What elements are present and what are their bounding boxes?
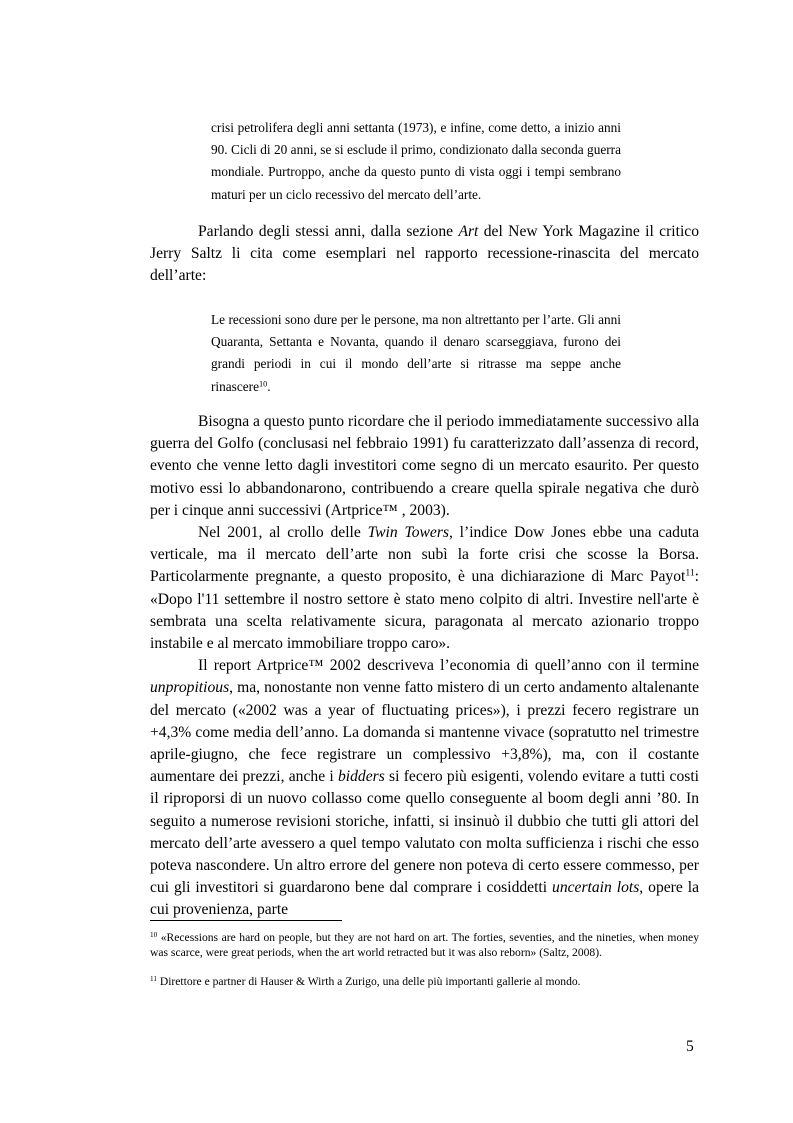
quote-end: . [267,378,271,394]
paragraph-saltz [150,221,699,288]
footnote-separator [150,920,342,921]
footnote-ref-11: 11 [685,568,695,580]
footnote-number: 11 [150,975,157,984]
footnote-10 [150,930,699,960]
text: del New York Magazine il critico Jerry Saltz li cita come esemplari nel rapporto recessione-rinascita del mercato dell’arte: [150,223,699,285]
emphasis-unpropitious: unpropitious [150,679,230,697]
text: : «Dopo l'11 settembre il nostro settore è stato meno colpito di altri. Investire nell'arte è sembrata una scelta relativamente sicura, paragonata al mercato azionario troppo instabile e al mercato immobiliare troppo caro». [150,568,699,653]
body-text [150,411,699,922]
footnote-text: «Recessions are hard on people, but they are not hard on art. The forties, seventies, and the nineties, when money was scarce, were great periods, when the art world retracted but it was also reborn» (Saltz, 2008). [150,931,699,959]
paragraph-2002 [150,655,699,921]
text: Nel 2001, al crollo delle [198,524,368,542]
text: , l’indice Dow Jones ebbe una caduta verticale, ma il mercato dell’arte non subì la forte crisi che scosse la Borsa. Particolarmente pregnante, a questo proposito, è una dichiarazione di Marc Payot [150,524,699,586]
emphasis-uncertain-lots: uncertain lots [552,879,640,897]
text: si fecero più esigenti, volendo evitare a tutti costi il riproporsi di un nuovo collasso come quello conseguente al boom degli anni ’80. In seguito a numerose revisioni storiche, infatti, si insinuò il dubbio che tutti gli attori del mercato dell’arte avessero a quel tempo valutato con molta sufficienza i rischi che esso poteva nascondere. Un altro errore del genere non poteva di certo essere commesso, per cui gli investitori si guardarono bene dal comprare i cosiddetti [150,768,700,897]
text: Il report Artprice™ 2002 descriveva l’economia di quell’anno con il termine [198,657,699,675]
emphasis-twin-towers: Twin Towers [367,524,449,542]
emphasis-art: Art [458,223,479,240]
text: , opere la cui provenienza, parte [150,879,699,919]
text: , ma, nonostante non venne fatto mistero di un certo andamento altalenante del mercato («2002 was a year of fluctuating prices»), i prezzi fecero registrare un +4,3% come media dell’anno. La domanda si mantenne vivace (sopratutto nel trimestre aprile-giugno, che fece registrare un complessivo +3,8%), ma, con il costante aumentare dei prezzi, anche i [150,679,699,786]
footnote-ref-10: 10 [258,379,268,389]
footnote-text: Direttore e partner di Hauser & Wirth a Zurigo, una delle più importanti gallerie al mondo. [156,975,581,988]
text: Parlando degli stessi anni, dalla sezione [198,223,459,240]
footnote-11 [150,974,699,989]
page-number: 5 [686,1038,694,1055]
footnote-number: 10 [150,931,158,940]
paragraph-2001 [150,522,699,655]
paragraph-gulf-war: Bisogna a questo punto ricordare che il periodo immediatamente successivo alla guerra del Golfo (conclusasi nel febbraio 1991) fu caratterizzato dall’assenza di record, evento che venne letto dagli investitori come segno di un mercato esaurito. Per questo motivo essi lo abbandonarono, contribuendo a creare quella spirale negativa che durò per i cinque anni successivi (Artprice™ , 2003). [150,413,699,519]
quote-text: Le recessioni sono dure per le persone, ma non altrettanto per l’arte. Gli anni Quaranta, Settanta e Novanta, quando il denaro scarseggiava, furono dei grandi periodi in cui il mondo dell’arte si ritrasse ma seppe anche rinascere [211,312,621,394]
block-quote-oil-crisis: crisi petrolifera degli anni settanta (1973), e infine, come detto, a inizio anni 90. Cicli di 20 anni, se si esclude il primo, condizionato dalla seconda guerra mondiale. Purtroppo, anche da questo punto di vista oggi i tempi sembrano maturi per un ciclo recessivo del mercato dell’arte. [211,120,621,202]
block-quote-saltz [211,309,621,398]
emphasis-bidders: bidders [338,768,385,786]
